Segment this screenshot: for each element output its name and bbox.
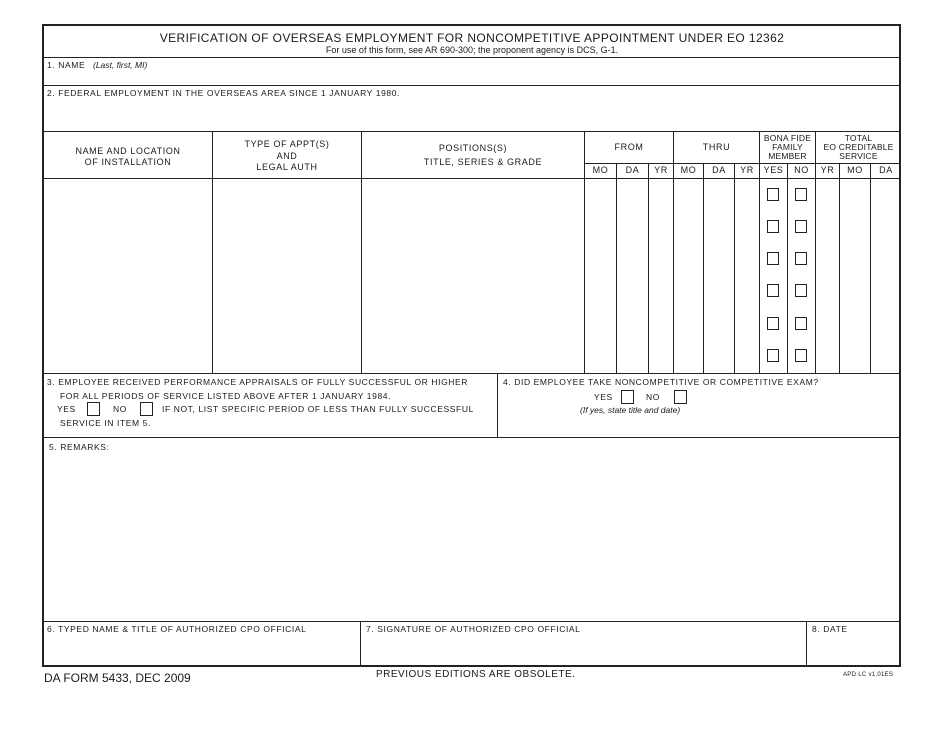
divider xyxy=(839,163,840,373)
bona-fide-yes-checkbox[interactable] xyxy=(767,188,779,201)
divider xyxy=(787,163,788,373)
bona-fide-no-checkbox[interactable] xyxy=(795,220,807,233)
form-subtitle: For use of this form, see AR 690-300; the proponent agency is DCS, G-1. xyxy=(325,45,619,55)
divider xyxy=(43,437,901,438)
version-label: APD LC v1.01ES xyxy=(843,672,894,678)
item4-hint: (If yes, state title and date) xyxy=(580,405,681,415)
col-header-total: SERVICE xyxy=(839,151,878,161)
signature-field[interactable] xyxy=(362,636,805,666)
divider xyxy=(43,178,901,179)
sub-header-da: DA xyxy=(712,165,726,175)
bona-fide-no-checkbox[interactable] xyxy=(795,349,807,362)
col-header-bona-fide: BONA FIDE xyxy=(763,133,812,143)
item3-no-label: NO xyxy=(113,404,127,414)
item8-label: 8. DATE xyxy=(812,624,848,634)
divider xyxy=(703,163,704,373)
item6-label: 6. TYPED NAME & TITLE OF AUTHORIZED CPO OFFICIAL xyxy=(47,624,307,634)
item2-label: 2. FEDERAL EMPLOYMENT IN THE OVERSEAS AREA SINCE 1 JANUARY 1980. xyxy=(47,88,401,98)
item3-label: FOR ALL PERIODS OF SERVICE LISTED ABOVE AFTER 1 JANUARY 1984. xyxy=(60,391,392,401)
col-header-type: TYPE OF APPT(S) xyxy=(244,139,330,149)
bona-fide-yes-checkbox[interactable] xyxy=(767,349,779,362)
federal-employment-field[interactable] xyxy=(44,100,900,130)
remarks-field[interactable] xyxy=(44,455,900,620)
sub-header-no: NO xyxy=(794,165,809,175)
divider xyxy=(497,373,498,437)
sub-header-da: DA xyxy=(879,165,893,175)
typed-name-field[interactable] xyxy=(44,636,359,666)
divider xyxy=(616,163,617,373)
divider xyxy=(584,163,901,164)
bona-fide-no-checkbox[interactable] xyxy=(795,252,807,265)
sub-header-yes: YES xyxy=(763,165,784,175)
item4-yes-label: YES xyxy=(594,392,613,402)
divider xyxy=(360,621,361,667)
divider xyxy=(870,163,871,373)
bona-fide-yes-checkbox[interactable] xyxy=(767,252,779,265)
sub-header-yr: YR xyxy=(654,165,668,175)
item3-label: 3. EMPLOYEE RECEIVED PERFORMANCE APPRAISALS OF FULLY SUCCESSFUL OR HIGHER xyxy=(47,377,469,387)
item3-no-checkbox[interactable] xyxy=(140,402,153,416)
bona-fide-yes-checkbox[interactable] xyxy=(767,220,779,233)
item4-no-label: NO xyxy=(646,392,660,402)
item3-yes-label: YES xyxy=(57,404,76,414)
sub-header-mo: MO xyxy=(847,165,863,175)
item4-label: 4. DID EMPLOYEE TAKE NONCOMPETITIVE OR COMPETITIVE EXAM? xyxy=(503,377,819,387)
appointment-field[interactable] xyxy=(213,180,360,372)
col-header-total: EO CREDITABLE xyxy=(823,142,894,152)
bona-fide-no-checkbox[interactable] xyxy=(795,188,807,201)
bona-fide-yes-checkbox[interactable] xyxy=(767,284,779,297)
sub-header-mo: MO xyxy=(680,165,697,175)
sub-header-yr: YR xyxy=(820,165,835,175)
date-field[interactable] xyxy=(808,636,900,666)
installation-field[interactable] xyxy=(44,180,211,372)
divider xyxy=(43,621,901,622)
col-header-type: LEGAL AUTH xyxy=(256,162,318,172)
col-header-from: FROM xyxy=(614,142,644,152)
divider xyxy=(43,85,901,86)
sub-header-yr: YR xyxy=(740,165,754,175)
col-header-thru: THRU xyxy=(702,142,731,152)
col-header-position: TITLE, SERIES & GRADE xyxy=(423,157,543,167)
item4-no-checkbox[interactable] xyxy=(674,390,687,404)
item1-hint: (Last, first, MI) xyxy=(93,60,148,70)
sub-header-mo: MO xyxy=(592,165,609,175)
item3-yes-checkbox[interactable] xyxy=(87,402,100,416)
item1-label: 1. NAME xyxy=(47,60,86,70)
form-number: DA FORM 5433, DEC 2009 xyxy=(44,671,191,685)
divider xyxy=(648,163,649,373)
position-field[interactable] xyxy=(362,180,583,372)
bona-fide-no-checkbox[interactable] xyxy=(795,317,807,330)
previous-editions-notice: PREVIOUS EDITIONS ARE OBSOLETE. xyxy=(376,669,576,680)
divider xyxy=(806,621,807,667)
col-header-name: OF INSTALLATION xyxy=(84,157,172,167)
item3-label: SERVICE IN ITEM 5. xyxy=(60,418,151,428)
divider xyxy=(43,373,901,374)
bona-fide-no-checkbox[interactable] xyxy=(795,284,807,297)
col-header-type: AND xyxy=(276,151,298,161)
col-header-bona-fide: MEMBER xyxy=(768,151,807,161)
sub-header-da: DA xyxy=(625,165,640,175)
col-header-name: NAME AND LOCATION xyxy=(75,146,181,156)
col-header-total: TOTAL xyxy=(844,133,873,143)
form-title: VERIFICATION OF OVERSEAS EMPLOYMENT FOR NONCOMPETITIVE APPOINTMENT UNDER EO 12362 xyxy=(159,31,785,45)
item4-yes-checkbox[interactable] xyxy=(621,390,634,404)
col-header-position: POSITIONS(S) xyxy=(438,143,508,153)
divider xyxy=(734,163,735,373)
divider xyxy=(43,131,901,132)
item3-label: IF NOT, LIST SPECIFIC PERIOD OF LESS THAN FULLY SUCCESSFUL xyxy=(162,404,474,414)
divider xyxy=(43,57,901,58)
bona-fide-yes-checkbox[interactable] xyxy=(767,317,779,330)
col-header-bona-fide: FAMILY xyxy=(772,142,803,152)
name-field[interactable] xyxy=(44,70,900,84)
item7-label: 7. SIGNATURE OF AUTHORIZED CPO OFFICIAL xyxy=(366,624,581,634)
item5-label: 5. REMARKS: xyxy=(49,442,110,452)
